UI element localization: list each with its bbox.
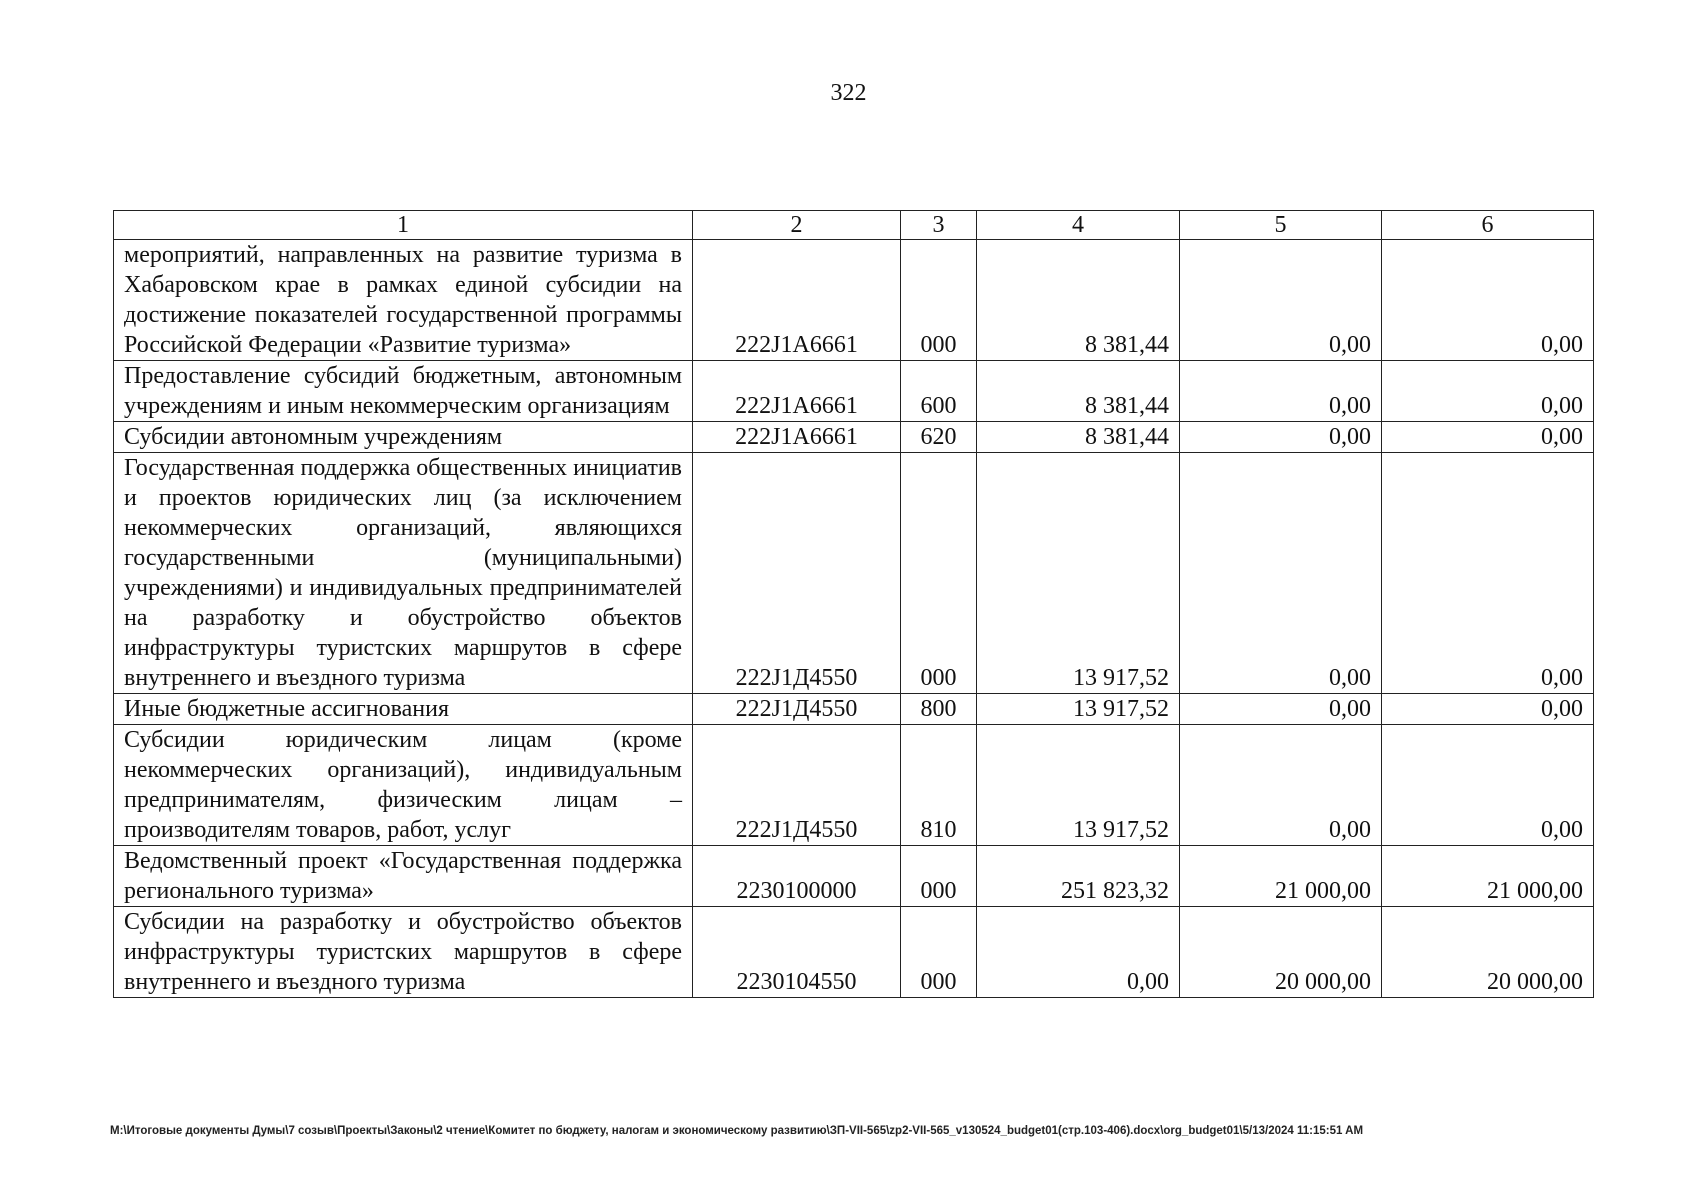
- table-row: [114, 725, 1594, 846]
- target-article-code: 222J1А6661: [693, 240, 901, 361]
- amount-col5: 0,00: [1180, 422, 1382, 453]
- expense-type-code: 800: [901, 694, 977, 725]
- column-header: 3: [901, 211, 977, 240]
- amount-col4: 13 917,52: [977, 453, 1180, 694]
- expense-type-code: 600: [901, 361, 977, 422]
- target-article-code: 222J1Д4550: [693, 694, 901, 725]
- expense-type-code: 620: [901, 422, 977, 453]
- table-row: [114, 361, 1594, 422]
- table-row: [114, 453, 1594, 694]
- row-name: Субсидии на разработку и обустройство объектов инфраструктуры туристских маршрутов в сфере внутреннего и въездного туризма: [114, 907, 693, 998]
- amount-col5: 0,00: [1180, 240, 1382, 361]
- amount-col5: 0,00: [1180, 361, 1382, 422]
- row-name: мероприятий, направленных на развитие туризма в Хабаровском крае в рамках единой субсидии на достижение показателей государственной программы Российской Федерации «Развитие туризма»: [114, 240, 693, 361]
- target-article-code: 2230104550: [693, 907, 901, 998]
- amount-col6: 0,00: [1382, 422, 1594, 453]
- row-name: Ведомственный проект «Государственная поддержка регионального туризма»: [114, 846, 693, 907]
- target-article-code: 222J1А6661: [693, 361, 901, 422]
- row-name: Субсидии юридическим лицам (кроме некоммерческих организаций), индивидуальным предпринимателям, физическим лицам – производителям товаров, работ, услуг: [114, 725, 693, 846]
- table-row: [114, 240, 1594, 361]
- row-name: Государственная поддержка общественных инициатив и проектов юридических лиц (за исключением некоммерческих организаций, являющихся государственными (муниципальными) учреждениями) и индивидуальных предпринимателей на разработку и обустройство объектов инфраструктуры туристских маршрутов в сфере внутреннего и въездного туризма: [114, 453, 693, 694]
- expense-type-code: 000: [901, 240, 977, 361]
- row-name: Предоставление субсидий бюджетным, автономным учреждениям и иным некоммерческим организациям: [114, 361, 693, 422]
- budget-table: [113, 210, 1594, 998]
- amount-col4: 0,00: [977, 907, 1180, 998]
- amount-col6: 0,00: [1382, 240, 1594, 361]
- column-header: 1: [114, 211, 693, 240]
- amount-col4: 13 917,52: [977, 694, 1180, 725]
- column-header: 6: [1382, 211, 1594, 240]
- amount-col6: 21 000,00: [1382, 846, 1594, 907]
- amount-col4: 251 823,32: [977, 846, 1180, 907]
- amount-col4: 8 381,44: [977, 240, 1180, 361]
- amount-col5: 21 000,00: [1180, 846, 1382, 907]
- expense-type-code: 810: [901, 725, 977, 846]
- amount-col4: 8 381,44: [977, 422, 1180, 453]
- file-path-footer: M:\Итоговые документы Думы\7 созыв\Проекты\Законы\2 чтение\Комитет по бюджету, налогам и экономическому развитию\ЗП-VII-565\zp2-VII-565_v130524_budget01(стр.103-406).docx\org_budget01\5/13/2024 11:15:51 AM: [110, 1125, 1364, 1137]
- amount-col6: 0,00: [1382, 694, 1594, 725]
- amount-col5: 0,00: [1180, 725, 1382, 846]
- amount-col6: 0,00: [1382, 453, 1594, 694]
- amount-col5: 20 000,00: [1180, 907, 1382, 998]
- table-row: [114, 694, 1594, 725]
- amount-col5: 0,00: [1180, 453, 1382, 694]
- table-row: [114, 907, 1594, 998]
- amount-col6: 0,00: [1382, 725, 1594, 846]
- amount-col4: 8 381,44: [977, 361, 1180, 422]
- amount-col6: 20 000,00: [1382, 907, 1594, 998]
- expense-type-code: 000: [901, 453, 977, 694]
- column-header: 4: [977, 211, 1180, 240]
- column-header: 2: [693, 211, 901, 240]
- target-article-code: 2230100000: [693, 846, 901, 907]
- expense-type-code: 000: [901, 846, 977, 907]
- table-row: [114, 422, 1594, 453]
- table-header-row: [114, 211, 1594, 240]
- row-name: Иные бюджетные ассигнования: [114, 694, 693, 725]
- target-article-code: 222J1А6661: [693, 422, 901, 453]
- amount-col6: 0,00: [1382, 361, 1594, 422]
- expense-type-code: 000: [901, 907, 977, 998]
- row-name: Субсидии автономным учреждениям: [114, 422, 693, 453]
- amount-col5: 0,00: [1180, 694, 1382, 725]
- table-row: [114, 846, 1594, 907]
- page-number: 322: [830, 80, 867, 106]
- target-article-code: 222J1Д4550: [693, 725, 901, 846]
- target-article-code: 222J1Д4550: [693, 453, 901, 694]
- column-header: 5: [1180, 211, 1382, 240]
- amount-col4: 13 917,52: [977, 725, 1180, 846]
